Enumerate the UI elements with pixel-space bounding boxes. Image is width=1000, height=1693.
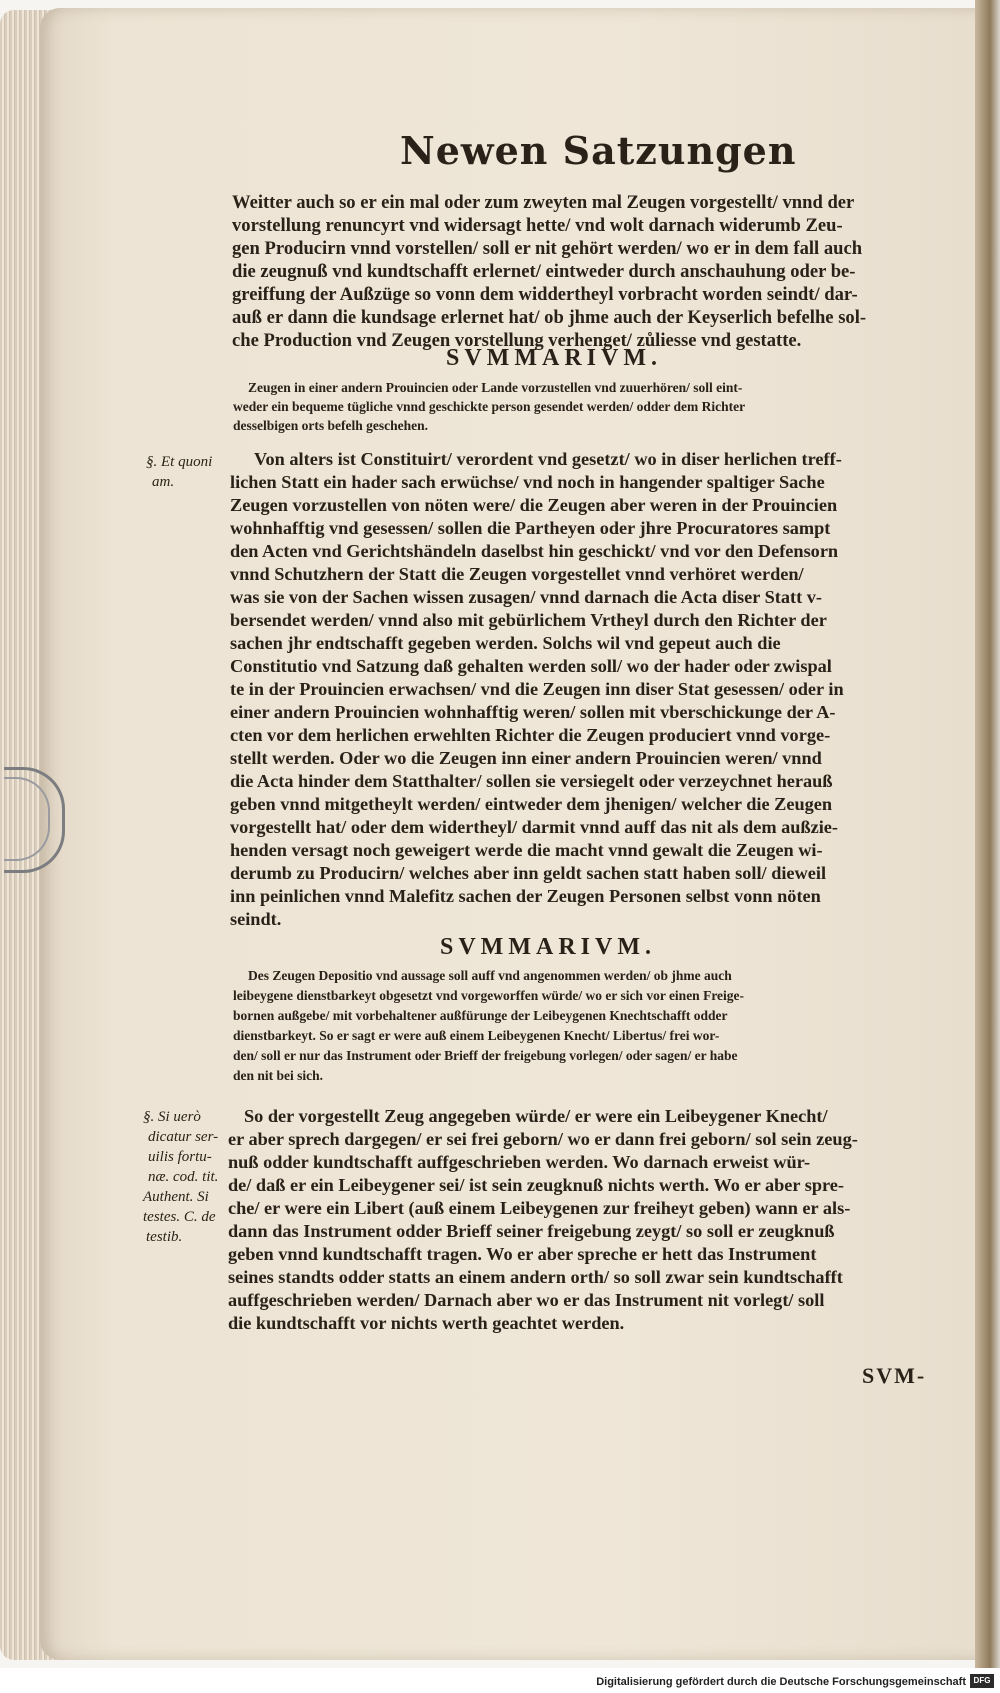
body-line: Zeugen vorzustellen von nöten were/ die Zeugen aber weren in der Prouincien — [230, 495, 838, 515]
intro-line: auß er dann die kundsage erlernet hat/ ob jhme auch der Keyserlich befelhe sol- — [232, 307, 867, 328]
body-line: bersendet werden/ vnnd also mit gebürlichem Vrtheyl durch den Richter der — [230, 610, 827, 630]
body-line: Von alters ist Constituirt/ verordent vnd gesetzt/ wo in diser herlichen treff- — [254, 449, 842, 469]
intro-line: die zeugnuß vnd kundtschafft erlernet/ eintweder durch anschauhung oder be- — [232, 261, 856, 282]
summary-line: leibeygene dienstbarkeyt obgesetzt vnd vorgeworffen würde/ wo er sich vor einen Freige- — [233, 988, 745, 1003]
body-line: einer andern Prouincien wohnhafftig weren/ sollen mit vberschickunge der A- — [230, 702, 836, 722]
body-line: cten vor dem herlichen erwehlten Richter die Zeugen produciert vnnd vorge- — [230, 725, 831, 745]
intro-line: greiffung der Außzüge so vonn dem widdertheyl vorbracht worden seindt/ dar- — [232, 284, 858, 305]
margin-note-line: §. Et quoni — [146, 454, 213, 470]
body-line: auffgeschrieben werden/ Darnach aber wo er das Instrument nit vorlegt/ soll — [228, 1290, 825, 1310]
body-line: te in der Prouincien erwachsen/ vnd die Zeugen inn diser Stat gesessen/ oder in — [230, 679, 844, 699]
margin-note-line: næ. cod. tit. — [148, 1169, 219, 1185]
body-line: den Acten vnd Gerichtshändeln daselbst hin geschickt/ vnd vor den Defensorn — [230, 541, 839, 561]
body-line: die Acta hinder dem Statthalter/ sollen sie versiegelt oder verzeychnet herauß — [230, 771, 833, 791]
body-line: seines standts odder statts an einem andern orth/ so soll zwar sein kundtschafft — [228, 1267, 843, 1287]
body-line: nuß odder kundtschafft auffgeschrieben werden. Wo darnach erweist wür- — [228, 1152, 811, 1172]
funding-credit: Digitalisierung gefördert durch die Deutsche Forschungsgemeinschaft — [596, 1676, 966, 1688]
body-line: vorgestellt hat/ oder dem widertheyl/ darmit vnnd auff das nit als dem außzie- — [230, 817, 839, 837]
summary-line: bornen außgebe/ mit vorbehaltener außfürunge der Leibeygenen Knechtschafft odder — [233, 1008, 728, 1023]
body-line: So der vorgestellt Zeug angegeben würde/ er were ein Leibeygener Knecht/ — [244, 1106, 828, 1126]
body-line: Constitutio vnd Satzung daß gehalten werden soll/ wo der hader oder zwispal — [230, 656, 832, 676]
intro-line: Weitter auch so er ein mal oder zum zweyten mal Zeugen vorgestellt/ vnnd der — [232, 192, 855, 213]
margin-note-line: uilis fortu- — [148, 1149, 212, 1165]
body-line: er aber sprech dargegen/ er sei frei geborn/ wo er dann frei geborn/ sol sein zeug- — [228, 1129, 858, 1149]
summary-line: Des Zeugen Depositio vnd aussage soll auff vnd angenommen werden/ ob jhme auch — [248, 968, 732, 983]
body-line: seindt. — [230, 909, 282, 929]
body-line: dann das Instrument odder Brieff seiner freigebung zeygt/ so soll er zeugknuß — [228, 1221, 835, 1241]
margin-note-line: §. Si uerò — [143, 1109, 201, 1125]
summarium-heading: SVMMARIVM. — [440, 934, 656, 960]
body-line: lichen Statt ein hader sach erwüchse/ vnd noch in hangender spaltiger Sache — [230, 472, 825, 492]
body-line: derumb zu Producirn/ welches aber inn geldt sachen statt haben soll/ dieweil — [230, 863, 827, 883]
body-line: stellt werden. Oder wo die Zeugen inn einer andern Prouincien weren/ vnnd — [230, 748, 822, 768]
body-line: wohnhafftig vnd gesessen/ sollen die Partheyen oder jhre Procuratores sampt — [230, 518, 831, 538]
margin-note-line: testib. — [146, 1229, 183, 1245]
summary-line: Zeugen in einer andern Prouincien oder Lande vorzustellen vnd zuuerhören/ soll eint- — [248, 380, 743, 395]
intro-line: gen Producirn vnnd vorstellen/ soll er nit gehört werden/ wo er in dem fall auch — [232, 238, 863, 259]
body-line: che/ er were ein Libert (auß einem Leibeygenen zur freiheyt geben) wann er als- — [228, 1198, 851, 1218]
gutter-shadow — [975, 0, 1000, 1668]
summary-line: weder ein bequeme tügliche vnnd geschickte person gesendet werden/ odder dem Richter — [233, 399, 746, 414]
margin-note-line: testes. C. de — [143, 1209, 216, 1225]
body-line: die kundtschafft vor nichts werth geachtet werden. — [228, 1313, 625, 1333]
summary-line: den/ soll er nur das Instrument oder Brieff der freigebung vorlegen/ oder sagen/ er habe — [233, 1048, 738, 1063]
body-line: geben vnnd mitgetheylt werden/ eintweder dem jhenigen/ welcher die Zeugen — [230, 794, 833, 814]
margin-note-line: dicatur ser- — [148, 1129, 219, 1145]
intro-line: che Production vnd Zeugen vorstellung verhenget/ zůliesse vnd gestatte. — [232, 330, 802, 351]
catchword: SVM- — [862, 1363, 927, 1388]
margin-note-line: am. — [152, 474, 175, 490]
body-line: inn peinlichen vnnd Malefitz sachen der Zeugen Personen selbst vonn nöten — [230, 886, 821, 906]
dfg-logo: DFG — [970, 1674, 994, 1688]
summarium-heading: SVMMARIVM. — [446, 345, 662, 371]
page-title: Newen Satzungen — [400, 128, 797, 173]
summary-line: den nit bei sich. — [233, 1068, 324, 1083]
body-line: de/ daß er ein Leibeygener sei/ ist sein zeugknuß nichts werth. Wo er aber spre- — [228, 1175, 844, 1195]
body-line: henden versagt noch geweigert werde die macht vnnd gewalt die Zeugen wi- — [230, 840, 823, 860]
body-line: was sie von der Sachen wissen zusagen/ vnnd darnach die Acta diser Statt v- — [230, 587, 822, 607]
intro-line: vorstellung renuncyrt vnd widersagt hette/ vnd wolt darnach widerumb Zeu- — [232, 215, 843, 236]
summary-line: desselbigen orts befelh geschehen. — [233, 418, 428, 433]
summary-line: dienstbarkeyt. So er sagt er were auß einem Leibeygenen Knecht/ Libertus/ frei wor- — [233, 1028, 720, 1043]
body-line: geben vnnd kundtschafft tragen. Wo er aber spreche er hett das Instrument — [228, 1244, 817, 1264]
body-line: sachen jhr endtschafft gegeben werden. Solchs wil vnd gepeut auch die — [230, 633, 781, 653]
body-line: vnnd Schutzhern der Statt die Zeugen vorgestellet vnnd verhöret werden/ — [230, 564, 804, 584]
margin-note-line: Authent. Si — [143, 1189, 209, 1205]
